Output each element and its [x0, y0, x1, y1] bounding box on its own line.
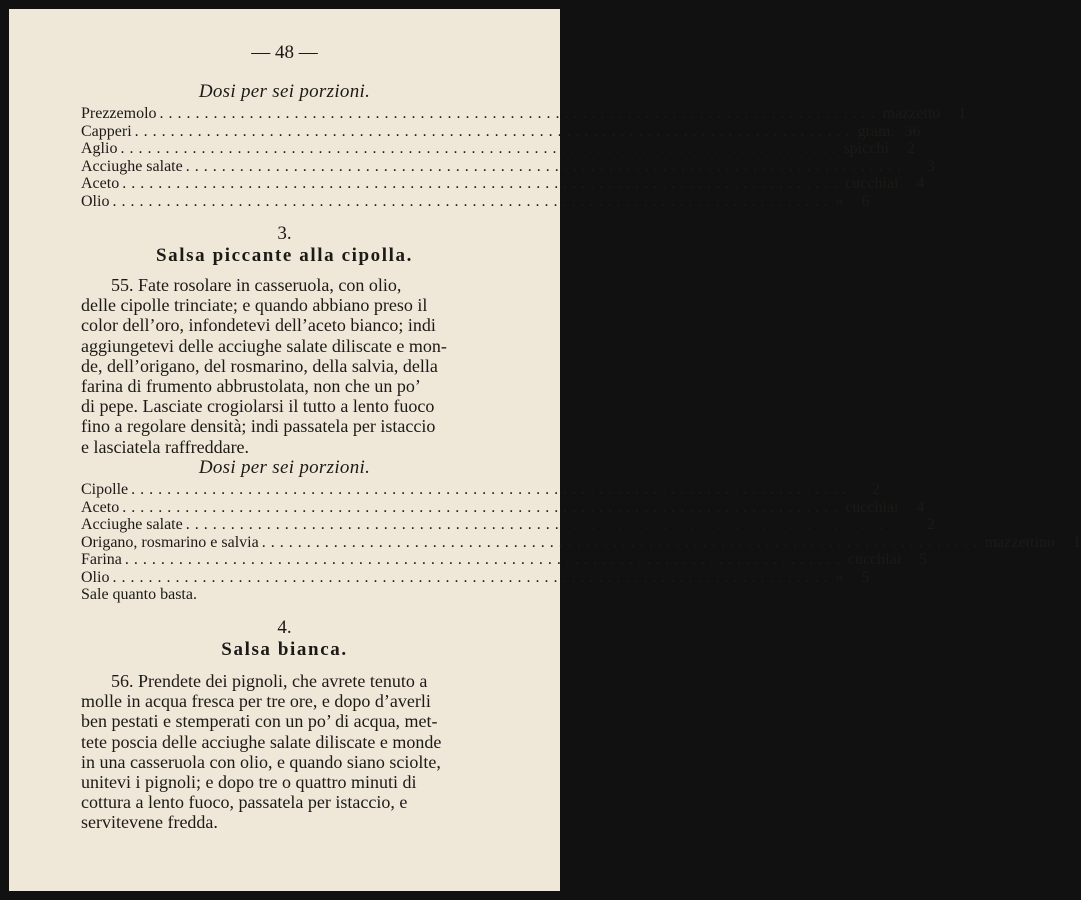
book-page	[9, 9, 1081, 891]
recipe-number: 4.	[277, 617, 292, 638]
text-line: fino a regolare densità; indi passatela per istaccio	[81, 416, 436, 437]
ingredient-name: Olio	[81, 192, 110, 210]
ingredient-unit: mazzetto	[882, 105, 941, 122]
text-line: tete poscia delle acciughe salate diliscate e monde	[81, 731, 442, 752]
text-line: 56. Prendete dei pignoli, che avrete tenuto a	[111, 671, 428, 691]
ingredient-list	[81, 481, 1081, 586]
ingredient-quantity: 5	[861, 568, 870, 586]
text-line: cottura a lento fuoco, passatela per istaccio, e	[81, 792, 408, 813]
text-line: in una casseruola con olio, e quando siano sciolte,	[81, 751, 441, 772]
ingredient-name: Cipolle	[81, 481, 129, 498]
text-line: e lasciatela raffreddare.	[81, 436, 250, 457]
text-line: aggiungetevi delle acciughe salate diliscate e mon-	[81, 335, 447, 356]
dot-leader: ................................................................................	[131, 481, 852, 498]
text-line: farina di frumento abbrustolata, non che un po’	[81, 375, 421, 396]
ingredient-row	[81, 533, 1081, 552]
ingredient-row	[81, 551, 928, 569]
ingredient-unit: cucchiai	[845, 175, 899, 192]
text-line: servitevene fredda.	[81, 812, 218, 833]
ingredient-quantity: 2	[906, 140, 915, 157]
text-line: ben pestati e stemperati con un po’ di acqua, met-	[81, 711, 438, 732]
text-line: 55. Fate rosolare in casseruola, con olio,	[111, 275, 402, 295]
ingredient-quantity: 5	[919, 551, 928, 568]
ingredient-name: Olio	[81, 568, 110, 586]
dot-leader: ................................................................................	[134, 122, 855, 140]
final-note	[81, 586, 547, 604]
ingredient-name: Origano, rosmarino e salvia	[81, 533, 259, 551]
ingredient-quantity: 1	[958, 105, 967, 122]
dot-leader: ................................................................................	[185, 157, 906, 175]
ingredient-unit: cucchiai	[847, 551, 902, 568]
ingredient-name: Aceto	[81, 175, 120, 192]
ingredient-unit: »	[835, 568, 844, 586]
dot-leader: ................................................................................	[261, 533, 982, 551]
final-note-text: Sale quanto basta.	[81, 586, 197, 603]
ingredient-quantity: 1	[1072, 533, 1081, 551]
ingredient-quantity: 6	[861, 192, 870, 210]
ingredient-quantity: 3	[926, 157, 935, 175]
text-line: molle in acqua fresca per tre ore, e dopo d’averli	[81, 691, 431, 712]
recipe-title: Salsa piccante alla cipolla.	[156, 245, 413, 266]
dot-leader: ................................................................................	[122, 175, 843, 192]
dosi-heading: Dosi per sei porzioni.	[198, 81, 371, 102]
ingredient-name: Acciughe salate	[81, 157, 183, 175]
ingredient-row	[81, 122, 921, 141]
ingredient-quantity: 36	[904, 122, 921, 140]
ingredient-unit: cucchiai	[845, 498, 899, 516]
ingredient-row	[81, 192, 870, 211]
recipe-paragraph	[81, 671, 547, 833]
text-line: di pepe. Lasciate crogiolarsi il tutto a lento fuoco	[81, 396, 435, 417]
ingredient-quantity: 2	[872, 481, 881, 498]
ingredient-unit: gram.	[857, 122, 895, 140]
ingredient-row	[81, 157, 935, 176]
ingredient-name: Aceto	[81, 498, 120, 516]
ingredient-row	[81, 481, 881, 499]
dot-leader: ................................................................................	[112, 568, 833, 586]
ingredient-name: Farina	[81, 551, 122, 568]
ingredient-name: Aglio	[81, 140, 118, 157]
recipe-title: Salsa bianca.	[221, 639, 348, 660]
text-line: de, dell’origano, del rosmarino, della salvia, della	[81, 355, 438, 376]
ingredient-name: Capperi	[81, 122, 132, 140]
ingredient-row	[81, 175, 925, 193]
dot-leader: ................................................................................	[120, 140, 841, 157]
ingredient-row	[81, 140, 915, 158]
dosi-heading: Dosi per sei porzioni.	[198, 457, 371, 478]
ingredient-unit: spicchi	[843, 140, 889, 157]
ingredient-row	[81, 105, 967, 123]
ingredient-name: Prezzemolo	[81, 105, 157, 122]
dot-leader: ................................................................................	[124, 551, 845, 568]
ingredient-quantity: 4	[916, 175, 925, 192]
ingredient-quantity: 4	[916, 498, 925, 516]
ingredient-unit: »	[835, 192, 844, 210]
ingredient-row	[81, 568, 870, 587]
dot-leader: ................................................................................	[112, 192, 833, 210]
ingredient-row	[81, 516, 935, 534]
dot-leader: ................................................................................	[122, 498, 843, 516]
text-line: unitevi i pignoli; e dopo tre o quattro minuti di	[81, 771, 417, 792]
dot-leader: ................................................................................	[185, 516, 906, 533]
ingredient-row	[81, 498, 925, 517]
ingredient-quantity: 2	[926, 516, 935, 533]
text-line: delle cipolle trinciate; e quando abbiano preso il	[81, 295, 428, 316]
ingredient-unit: mazzettino	[984, 533, 1055, 551]
page-number: — 48 —	[251, 42, 318, 63]
text-line: color dell’oro, infondetevi dell’aceto bianco; indi	[81, 315, 436, 336]
ingredient-list	[81, 105, 967, 210]
ingredient-name: Acciughe salate	[81, 516, 183, 533]
recipe-paragraph	[81, 275, 547, 457]
recipe-number: 3.	[277, 223, 292, 244]
dot-leader: ................................................................................	[159, 105, 880, 122]
